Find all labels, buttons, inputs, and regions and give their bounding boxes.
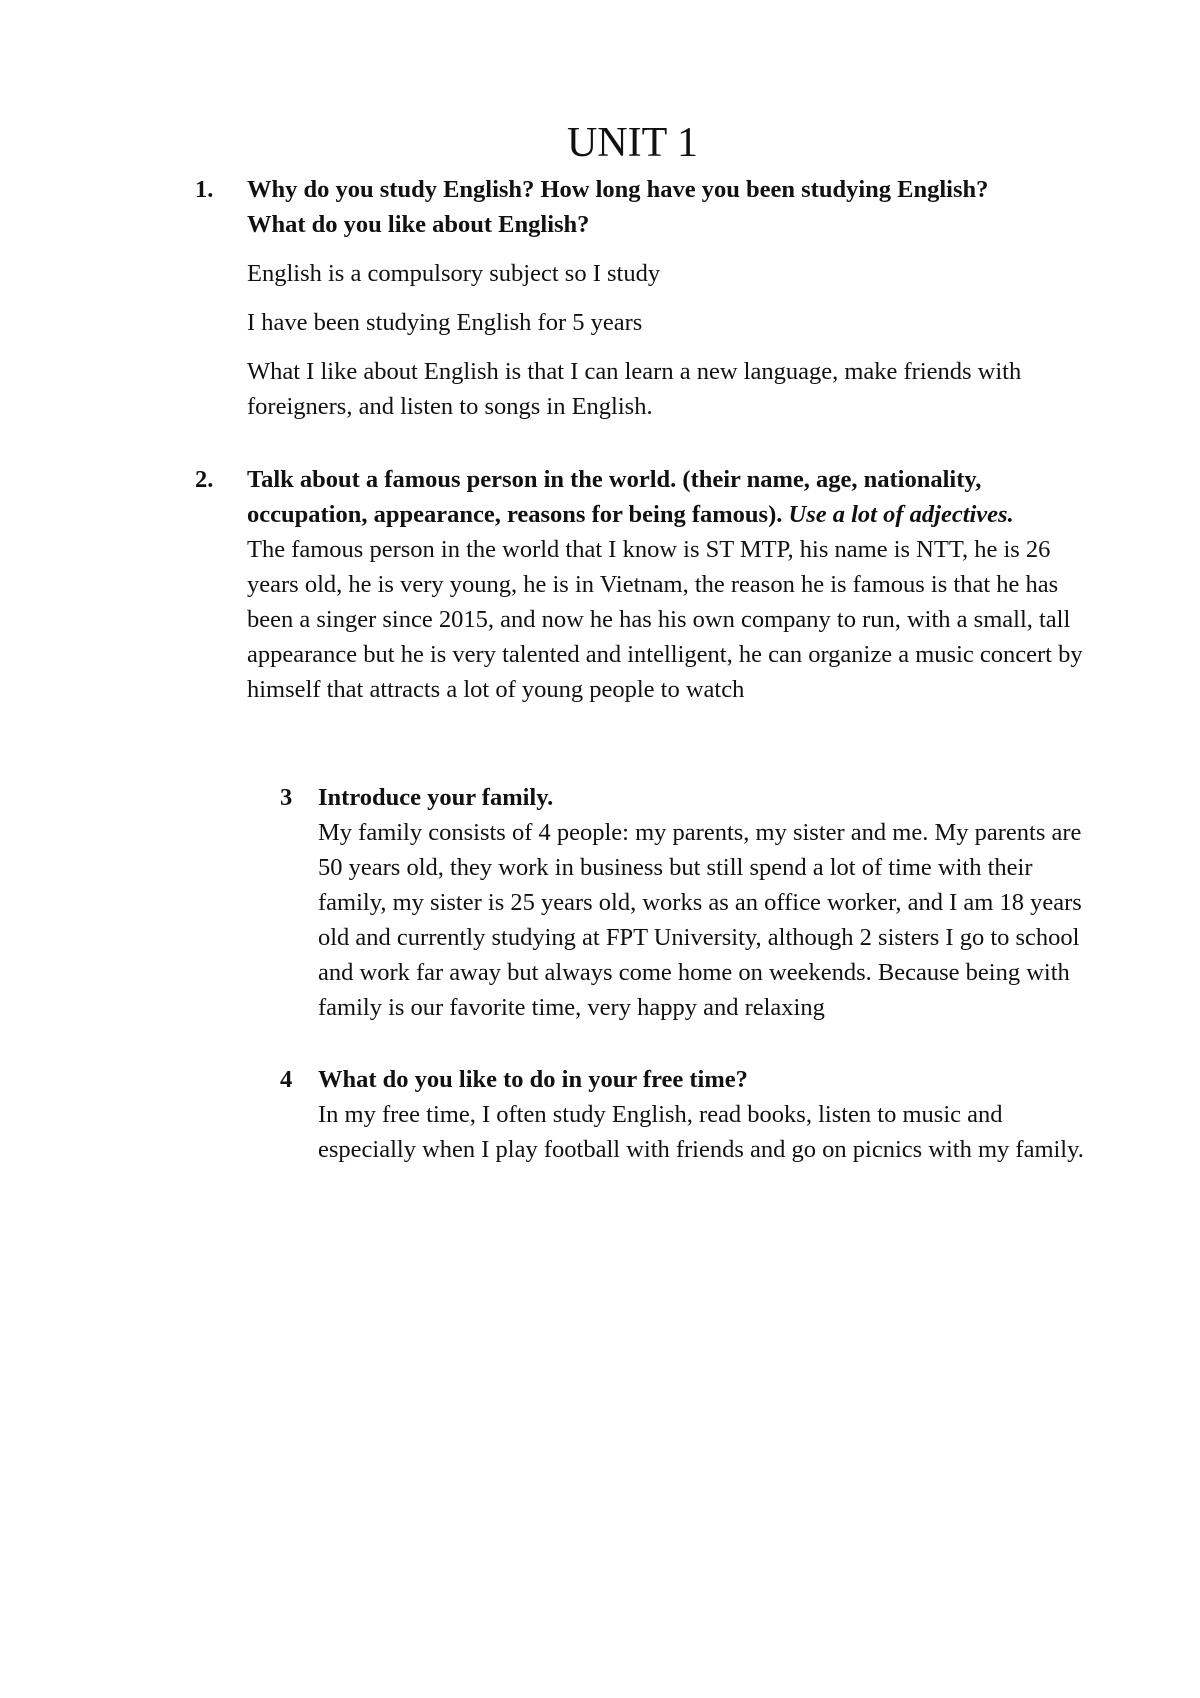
question-item-1 <box>195 172 1095 424</box>
question-text: Why do you study English? How long have you been studying English? What do you like about English? <box>247 176 989 238</box>
answer-paragraph: In my free time, I often study English, read books, listen to music and especially when I play football with friends and go on picnics with my family. <box>318 1101 1084 1163</box>
answer-paragraph: My family consists of 4 people: my parents, my sister and me. My parents are 50 years old, they work in business but still spend a lot of time with their family, my sister is 25 years old, works as an office worker, and I am 18 years old and currently studying at FPT University, although 2 sisters I go to school and work far away but always come home on weekends. Because being with family is our favorite time, very happy and relaxing <box>318 819 1082 1021</box>
item-number: 1. <box>195 176 214 203</box>
answer-paragraph: What I like about English is that I can learn a new language, make friends with foreigners, and listen to songs in English. <box>247 358 1022 420</box>
answer-paragraph: The famous person in the world that I know is ST MTP, his name is NTT, he is 26 years old, he is very young, he is in Vietnam, the reason he is famous is that he has been a singer since 2015, and now he has his own company to run, with a small, tall appearance but he is very talented and intelligent, he can organize a music concert by himself that attracts a lot of young people to watch <box>247 536 1083 703</box>
question-bold-part: Talk about a famous person in the world. <box>247 466 677 493</box>
question-item-3 <box>280 780 1100 1025</box>
page-title: UNIT 1 <box>566 120 699 166</box>
item-number: 3 <box>280 784 293 811</box>
question-detail-part: (their name, age, nationality, occupation, appearance, reasons for being famous). <box>247 466 982 528</box>
question-emphasis: Use a lot of adjectives. <box>782 501 1014 528</box>
question-item-2 <box>195 462 1095 707</box>
question-text: What do you like to do in your free time? <box>318 1066 748 1093</box>
answer-paragraph: English is a compulsory subject so I study <box>247 260 661 287</box>
item-number: 4 <box>280 1066 293 1093</box>
question-item-4 <box>280 1062 1100 1167</box>
question-text: Introduce your family. <box>318 784 554 811</box>
item-number: 2. <box>195 466 214 493</box>
answer-paragraph: I have been studying English for 5 years <box>247 309 643 336</box>
question-text <box>247 462 1087 532</box>
